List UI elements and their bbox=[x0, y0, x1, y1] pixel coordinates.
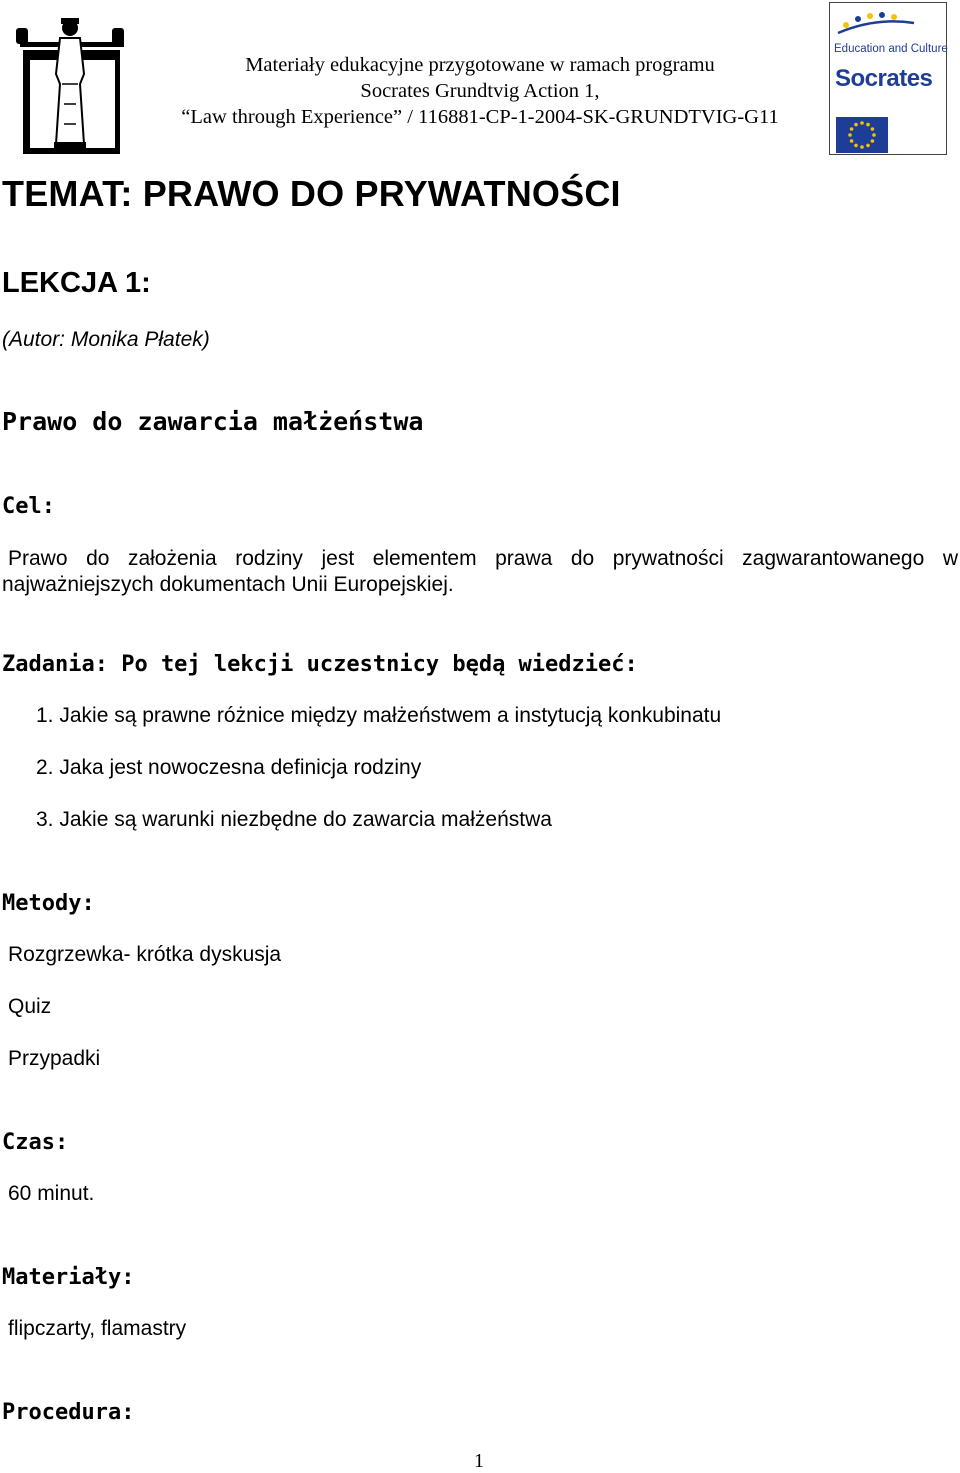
materials-heading: Materiały: bbox=[2, 1265, 135, 1290]
header-line-1: Materiały edukacyjne przygotowane w ramach programu bbox=[245, 54, 715, 76]
logo-education-culture: Education and Culture bbox=[834, 43, 948, 55]
time-heading: Czas: bbox=[2, 1130, 69, 1155]
page-title: TEMAT: PRAWO DO PRYWATNOŚCI bbox=[2, 173, 621, 214]
task-item: 1. Jakie są prawne różnice między małżeństwem a instytucją konkubinatu bbox=[36, 704, 722, 727]
goal-heading: Cel: bbox=[2, 494, 55, 519]
materials-value: flipczarty, flamastry bbox=[8, 1317, 187, 1340]
header-line-3: “Law through Experience” / 116881-CP-1-2004-SK-GRUNDTVIG-G11 bbox=[181, 106, 779, 128]
author-line: (Autor: Monika Płatek) bbox=[2, 328, 210, 351]
page-number: 1 bbox=[474, 1450, 484, 1472]
logo-socrates: Socrates bbox=[835, 65, 933, 92]
left-logo bbox=[14, 14, 124, 156]
tasks-heading: Zadania: Po tej lekcji uczestnicy będą wiedzieć: bbox=[2, 652, 638, 677]
goal-text-line-2: najważniejszych dokumentach Unii Europejskiej. bbox=[2, 573, 454, 596]
lesson-heading: LEKCJA 1: bbox=[2, 267, 151, 299]
header-line-2: Socrates Grundtvig Action 1, bbox=[360, 80, 600, 102]
procedure-heading: Procedura: bbox=[2, 1400, 135, 1425]
lesson-subtitle: Prawo do zawarcia małżeństwa bbox=[2, 407, 424, 436]
socrates-logo bbox=[829, 2, 947, 155]
method-item: Quiz bbox=[8, 995, 52, 1018]
goal-text-line-1: Prawo do założenia rodziny jest elementem prawa do prywatności zagwarantowanego w bbox=[8, 547, 958, 570]
method-item: Rozgrzewka- krótka dyskusja bbox=[8, 943, 282, 966]
method-item: Przypadki bbox=[8, 1047, 101, 1070]
eu-flag-icon bbox=[836, 117, 888, 153]
stars-swoosh-icon bbox=[836, 9, 916, 35]
methods-heading: Metody: bbox=[2, 891, 95, 916]
task-item: 3. Jakie są warunki niezbędne do zawarcia małżeństwa bbox=[36, 808, 552, 831]
time-value: 60 minut. bbox=[8, 1182, 95, 1205]
task-item: 2. Jaka jest nowoczesna definicja rodziny bbox=[36, 756, 422, 779]
